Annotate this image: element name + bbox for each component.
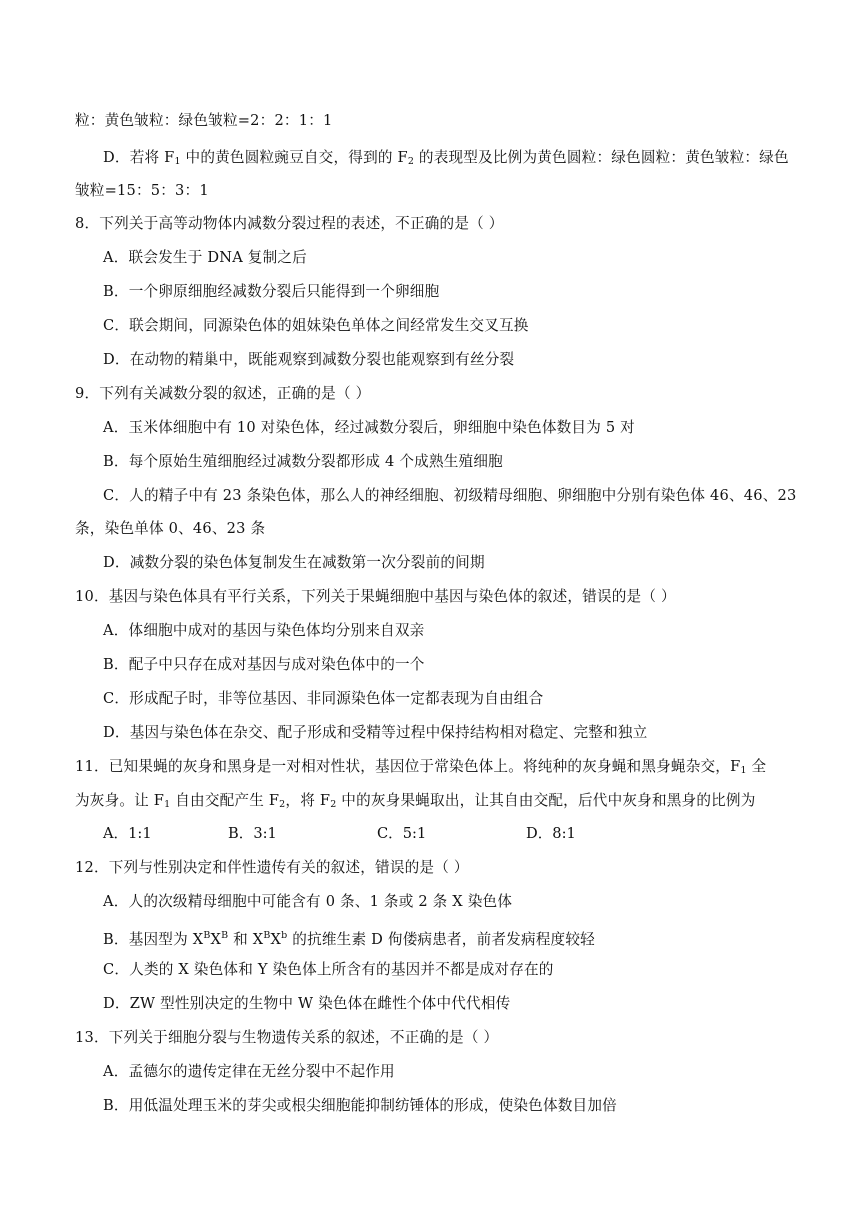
q10-option-a: A．体细胞中成对的基因与染色体均分别来自双亲 (103, 622, 425, 639)
question-10-stem: 10．基因与染色体具有平行关系，下列关于果蝇细胞中基因与染色体的叙述，错误的是（ ） (75, 588, 676, 605)
q13-option-a: A．孟德尔的遗传定律在无丝分裂中不起作用 (103, 1063, 395, 1080)
q13-option-b: B．用低温处理玉米的芽尖或根尖细胞能抑制纺锤体的形成，使染色体数目加倍 (103, 1097, 617, 1114)
q12-option-c: C．人类的 X 染色体和 Y 染色体上所含有的基因并不都是成对存在的 (103, 961, 554, 978)
question-11-stem-line1: 11．已知果蝇的灰身和黑身是一对相对性状，基因位于常染色体上。将纯种的灰身蝇和黑身蝇杂交，$F_1$ 全 (75, 758, 767, 776)
q11-option-d: D．8:1 (526, 825, 576, 842)
q12-option-b: B．基因型为 $X^BX^B$ 和 $X^BX^b$ 的抗维生素 D 佝偻病患者，前者发病程度较轻 (103, 930, 595, 948)
question-11-stem-line2: 为灰身。让 $F_1$ 自由交配产生 $F_2$，将 $F_2$ 中的灰身果蝇取出，让其自由交配，后代中灰身和黑身的比例为 (75, 792, 756, 810)
q8-option-a: A．联会发生于 DNA 复制之后 (103, 249, 307, 266)
q10-option-d: D．基因与染色体在杂交、配子形成和受精等过程中保持结构相对稳定、完整和独立 (103, 724, 648, 741)
q8-option-d: D．在动物的精巢中，既能观察到减数分裂也能观察到有丝分裂 (103, 351, 515, 368)
q10-option-c: C．形成配子时，非等位基因、非同源染色体一定都表现为自由组合 (103, 690, 544, 707)
q7-option-d-line2: 皱粒=15：5：3：1 (75, 182, 209, 199)
question-8-stem: 8．下列关于高等动物体内减数分裂过程的表述，不正确的是（ ） (75, 215, 504, 232)
question-13-stem: 13．下列关于细胞分裂与生物遗传关系的叙述，不正确的是（ ） (75, 1029, 499, 1046)
q9-option-c-line1: C．人的精子中有 23 条染色体，那么人的神经细胞、初级精母细胞、卵细胞中分别有染色体 46、46、23 (103, 487, 797, 504)
question-12-stem: 12．下列与性别决定和伴性遗传有关的叙述，错误的是（ ） (75, 859, 469, 876)
q7-option-d-line1: D．若将 $F_1$ 中的黄色圆粒豌豆自交，得到的 $F_2$ 的表现型及比例为黄色圆粒：绿色圆粒：黄色皱粒：绿色 (103, 149, 789, 167)
q10-option-b: B．配子中只存在成对基因与成对染色体中的一个 (103, 656, 425, 673)
q11-option-b: B．3:1 (228, 825, 277, 842)
q9-option-d: D．减数分裂的染色体复制发生在减数第一次分裂前的间期 (103, 554, 485, 571)
q8-option-b: B．一个卵原细胞经减数分裂后只能得到一个卵细胞 (103, 283, 440, 300)
q9-option-c-line2: 条，染色单体 0、46、23 条 (75, 520, 266, 537)
q11-option-c: C．5:1 (377, 825, 427, 842)
q12-option-a: A．人的次级精母细胞中可能含有 0 条、1 条或 2 条 X 染色体 (103, 893, 513, 910)
q8-option-c: C．联会期间，同源染色体的姐妹染色单体之间经常发生交叉互换 (103, 317, 529, 334)
question-9-stem: 9．下列有关减数分裂的叙述，正确的是（ ） (75, 385, 371, 402)
q9-option-b: B．每个原始生殖细胞经过减数分裂都形成 4 个成熟生殖细胞 (103, 453, 503, 470)
q7-option-c-continuation: 粒：黄色皱粒：绿色皱粒=2：2：1：1 (75, 112, 333, 129)
q11-options-row (103, 817, 663, 851)
q12-option-d: D．ZW 型性别决定的生物中 W 染色体在雌性个体中代代相传 (103, 995, 511, 1012)
q9-option-a: A．玉米体细胞中有 10 对染色体，经过减数分裂后，卵细胞中染色体数目为 5 对 (103, 419, 635, 436)
q11-option-a: A．1:1 (103, 825, 152, 842)
